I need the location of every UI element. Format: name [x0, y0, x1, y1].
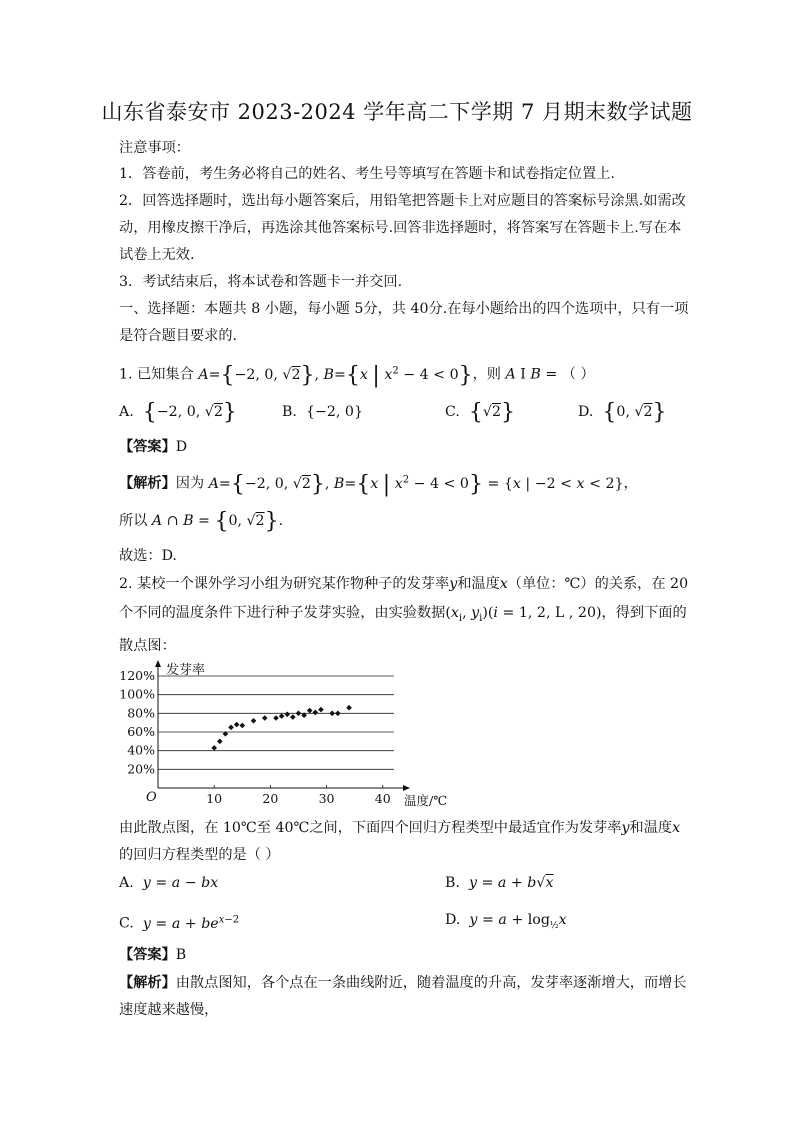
data-point — [262, 715, 268, 721]
q2-option-a: A. y = a − bx — [119, 875, 219, 891]
data-point — [211, 745, 217, 751]
data-point — [217, 739, 223, 745]
q2-option-b: B. y = a + b√x — [445, 875, 554, 891]
section-1-line-2: 是符合题目要求的. — [119, 328, 238, 344]
q1-so: 所以 A ∩ B = {0, √2}. — [119, 509, 284, 534]
notice-item-3: 3．考试结束后，将本试卷和答题卡一并交回. — [119, 274, 403, 290]
q2-option-c: C. $y = a + be^{x-2}$ — [119, 914, 240, 932]
y-tick-label: 20% — [127, 761, 155, 777]
data-point — [251, 718, 257, 724]
y-tick-label: 120% — [119, 668, 155, 683]
page-title: 山东省泰安市 2023-2024 学年高二下学期 7 月期末数学试题 — [101, 100, 693, 124]
x-tick-label: 20 — [262, 791, 279, 806]
data-point — [313, 710, 319, 716]
y-tick-label: 100% — [119, 686, 155, 702]
notice-item-1: 1．答卷前，考生务必将自己的姓名、考生号等填写在答题卡和试卷指定位置上. — [119, 166, 615, 182]
data-point — [335, 711, 341, 717]
q2-stem-a: 2. 某校一个课外学习小组为研究某作物种子的发芽率y和温度x（单位：℃）的关系，在 20 — [119, 576, 689, 592]
section-1-line-1: 一、选择题：本题共 8 小题，每小题 5分，共 40分.在每小题给出的四个选项中，只有一项 — [119, 301, 689, 317]
data-point — [329, 711, 335, 717]
data-point — [239, 723, 245, 729]
y-axis-label: 发芽率 — [166, 663, 206, 678]
x-axis-label: 温度/℃ — [404, 793, 448, 808]
q1-option-a: A. {−2, 0, √2} — [119, 400, 237, 425]
y-tick-label: 80% — [127, 705, 155, 721]
data-point — [307, 708, 313, 714]
q1-option-d: D. {0, √2} — [578, 400, 667, 425]
scatter-chart — [112, 660, 452, 810]
data-point — [234, 722, 240, 728]
x-tick-label: 30 — [318, 791, 335, 806]
data-point — [273, 715, 279, 721]
data-point — [346, 705, 352, 711]
q1-analysis: 【解析】因为 A={−2, 0, √2}, B={x | $x^2 - 4 < 0\} = \{x$ | −2 < x < 2}， — [119, 471, 638, 497]
notice-heading: 注意事项： — [119, 140, 190, 156]
data-point — [290, 714, 296, 720]
x-tick-label: 40 — [374, 791, 391, 806]
chart-points — [211, 705, 351, 751]
notice-item-2c: 试卷上无效. — [119, 247, 195, 263]
q1-option-c: C. {√2} — [445, 400, 515, 425]
x-tick-label: 10 — [206, 791, 223, 806]
data-point — [228, 725, 234, 731]
x-axis-arrow — [403, 785, 410, 791]
q1-stem: 1. 已知集合 A={−2, 0, √2}, B={x | $x^2 - 4 < 0$}，则 A I B = （ ） — [119, 362, 595, 388]
data-point — [279, 713, 285, 719]
q1-expression: A — [505, 366, 516, 383]
q1-set-a: A={−2, 0, √2}, B={x | $x^2 - 4 < 0$} — [198, 362, 473, 388]
q1-option-b: B. {−2, 0} — [282, 404, 363, 420]
y-axis-arrow — [155, 660, 161, 667]
q2-stem-b: 个不同的温度条件下进行种子发芽实验，由实验数据($x_i$, $y_i)(i = 1$, 2, L , 20)，得到下面的 — [119, 605, 687, 624]
q1-answer: 【答案】D — [119, 439, 188, 455]
q1-choose: 故选：D. — [119, 548, 177, 564]
q2-analysis-b: 速度越来越慢， — [119, 1002, 219, 1018]
origin-label: O — [146, 790, 157, 805]
chart-grid — [158, 676, 394, 769]
q2-option-d: D. $y = a + \log_{\frac{1}{2}}x$ — [445, 912, 567, 931]
q2-after-a: 由此散点图，在 10℃至 40℃之间，下面四个回归方程类型中最适宜作为发芽率y和温度x — [119, 820, 681, 836]
notice-item-2a: 2．回答选择题时，选出每小题答案后，用铅笔把答题卡上对应题目的答案标号涂黑.如需改 — [119, 193, 686, 209]
data-point — [284, 711, 290, 717]
data-point — [296, 711, 302, 717]
q2-after-b: 的回归方程类型的是（ ） — [119, 847, 280, 863]
y-tick-label: 60% — [127, 724, 155, 739]
notice-item-2b: 动，用橡皮擦干净后，再选涂其他答案标号.回答非选择题时，将答案写在答题卡上.写在本 — [119, 220, 682, 236]
chart-labels — [119, 663, 447, 808]
data-point — [318, 707, 324, 713]
q2-answer: 【答案】B — [119, 947, 187, 963]
q2-analysis-a: 【解析】由散点图知，各个点在一条曲线附近，随着温度的升高，发芽率逐渐增大，而增长 — [119, 975, 687, 991]
chart-axes — [155, 660, 410, 791]
q2-stem-c: 散点图： — [119, 638, 176, 654]
y-tick-label: 40% — [127, 742, 155, 758]
